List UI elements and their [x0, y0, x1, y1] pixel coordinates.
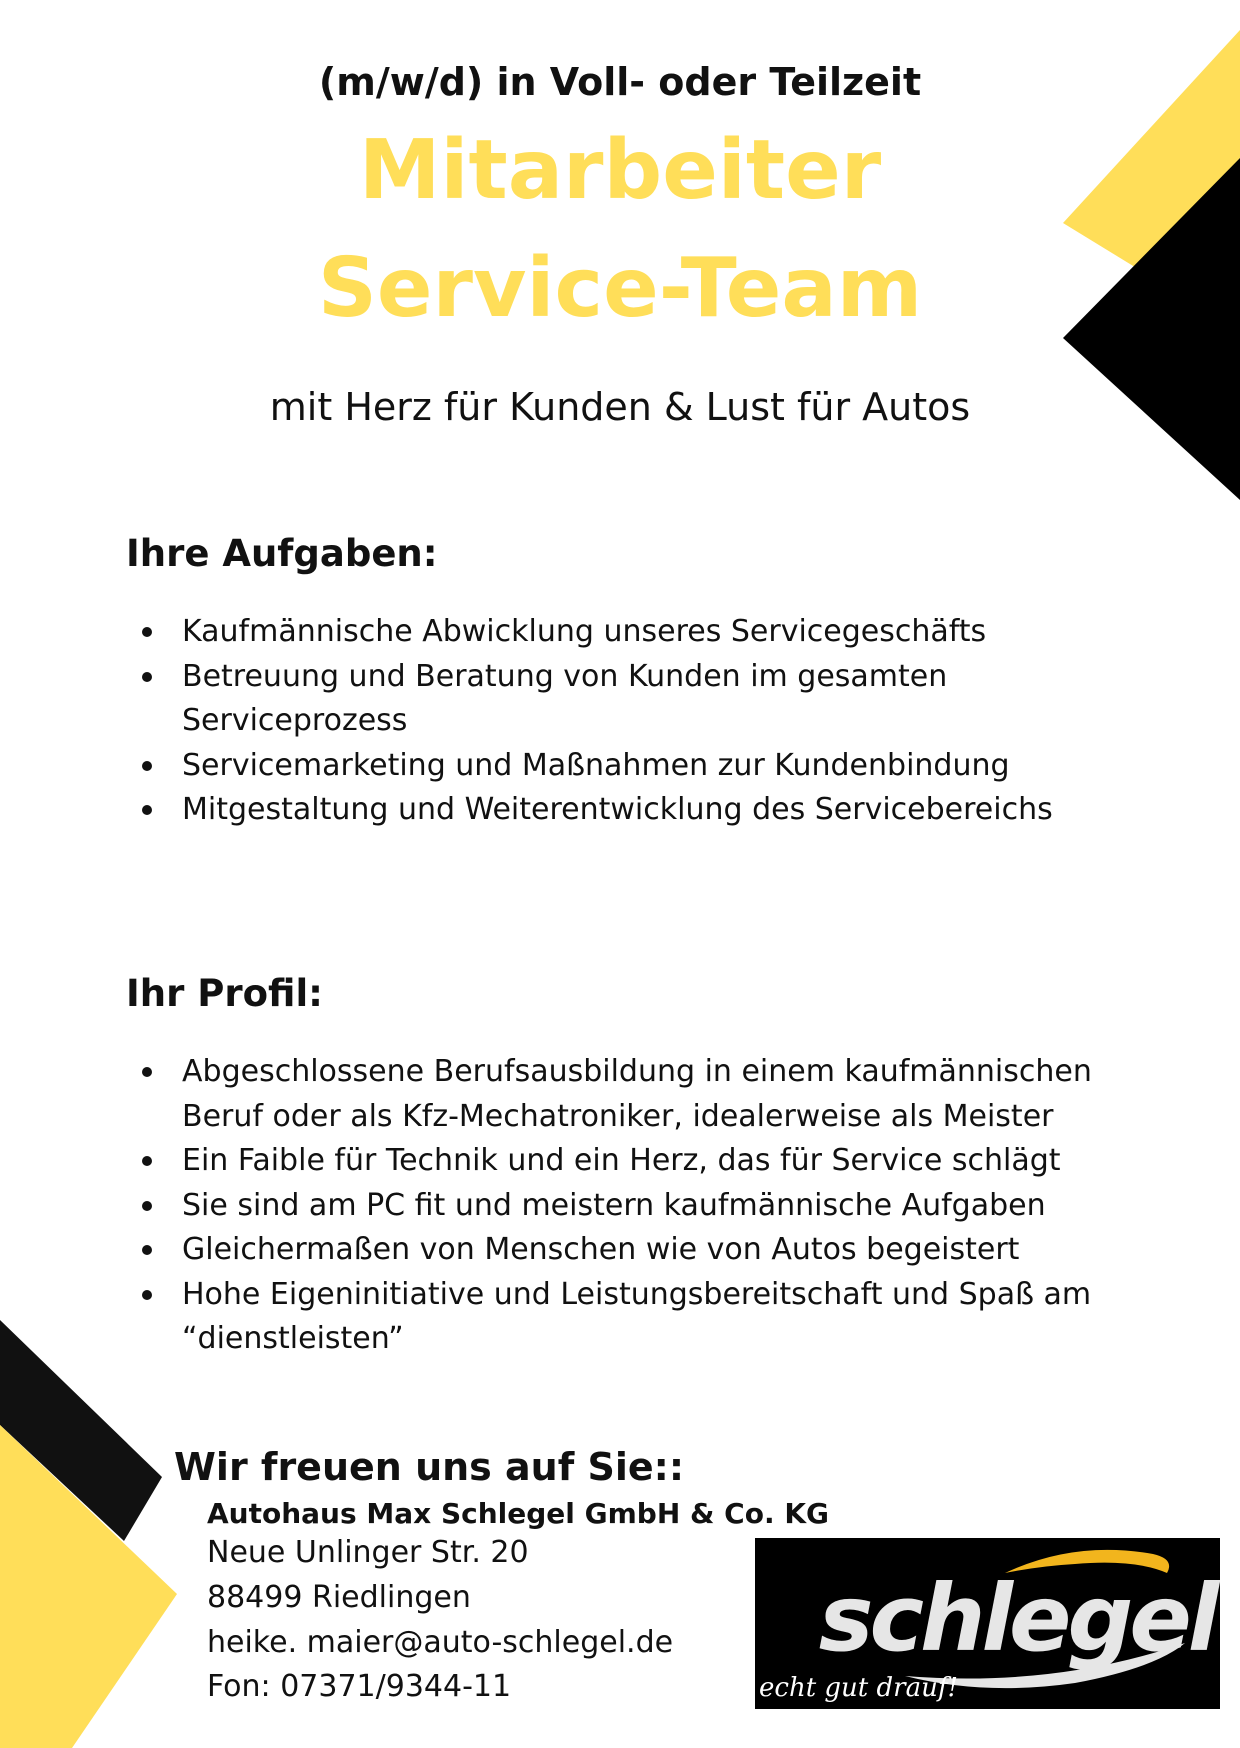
list-item-text: Mitgestaltung und Weiterentwicklung des Servicebereichs: [182, 792, 1053, 827]
list-item: [126, 788, 1176, 833]
list-item: [126, 1273, 1176, 1362]
list-item-text: Gleichermaßen von Menschen wie von Autos begeistert: [182, 1232, 1020, 1267]
list-item: [126, 1184, 1176, 1229]
list-item-text: Betreuung und Beratung von Kunden im gesamten Serviceprozess: [182, 658, 948, 738]
logo-slogan: echt gut drauf!: [759, 1673, 958, 1703]
list-item-text: Abgeschlossene Berufsausbildung in einem kaufmännischen Beruf oder als Kfz-Mechatroniker, idealerweise als Meister: [182, 1054, 1092, 1134]
tasks-list: [126, 610, 1176, 833]
list-item-text: Servicemarketing und Maßnahmen zur Kundenbindung: [182, 747, 1010, 783]
list-item-text: Ein Faible für Technik und ein Herz, das für Service schlägt: [182, 1143, 1061, 1178]
list-item-text: Sie sind am PC fit und meistern kaufmännische Aufgaben: [182, 1187, 1046, 1223]
list-item-text: Kaufmännische Abwicklung unseres Servicegeschäfts: [182, 614, 987, 649]
tagline: mit Herz für Kunden & Lust für Autos: [269, 385, 971, 429]
list-item: [126, 655, 1176, 744]
company-name: Autohaus Max Schlegel GmbH & Co. KG: [207, 1497, 830, 1530]
email-link[interactable]: heike. maier@auto-schlegel.de: [207, 1625, 674, 1660]
city-address: 88499 Riedlingen: [207, 1580, 471, 1615]
logo-graphic: [755, 1538, 1220, 1709]
contact-heading: Wir freuen uns auf Sie::: [174, 1445, 685, 1489]
bullet-icon: [142, 1156, 152, 1166]
tasks-heading: Ihre Aufgaben:: [126, 532, 438, 575]
list-item-text: Hohe Eigeninitiative und Leistungsbereitschaft und Spaß am “dienstleisten”: [182, 1276, 1092, 1356]
bullet-icon: [142, 1067, 152, 1077]
profile-heading: Ihr Profil:: [126, 972, 323, 1015]
job-title-line2: Service-Team: [317, 241, 923, 336]
list-item: [126, 1050, 1176, 1139]
company-logo: [755, 1538, 1220, 1709]
bullet-icon: [142, 761, 152, 771]
bullet-icon: [142, 1290, 152, 1300]
list-item: [126, 744, 1176, 789]
list-item: [126, 1139, 1176, 1184]
profile-list: [126, 1050, 1176, 1362]
list-item: [126, 610, 1176, 655]
job-title-line1: Mitarbeiter: [358, 123, 882, 218]
bullet-icon: [142, 627, 152, 637]
employment-type: (m/w/d) in Voll- oder Teilzeit: [318, 60, 922, 104]
bullet-icon: [142, 805, 152, 815]
bullet-icon: [142, 1245, 152, 1255]
logo-wordmark: schlegel: [818, 1565, 1216, 1672]
bullet-icon: [142, 672, 152, 682]
street-address: Neue Unlinger Str. 20: [207, 1535, 529, 1570]
phone-number: Fon: 07371/9344-11: [207, 1669, 512, 1704]
bullet-icon: [142, 1201, 152, 1211]
list-item: [126, 1228, 1176, 1273]
